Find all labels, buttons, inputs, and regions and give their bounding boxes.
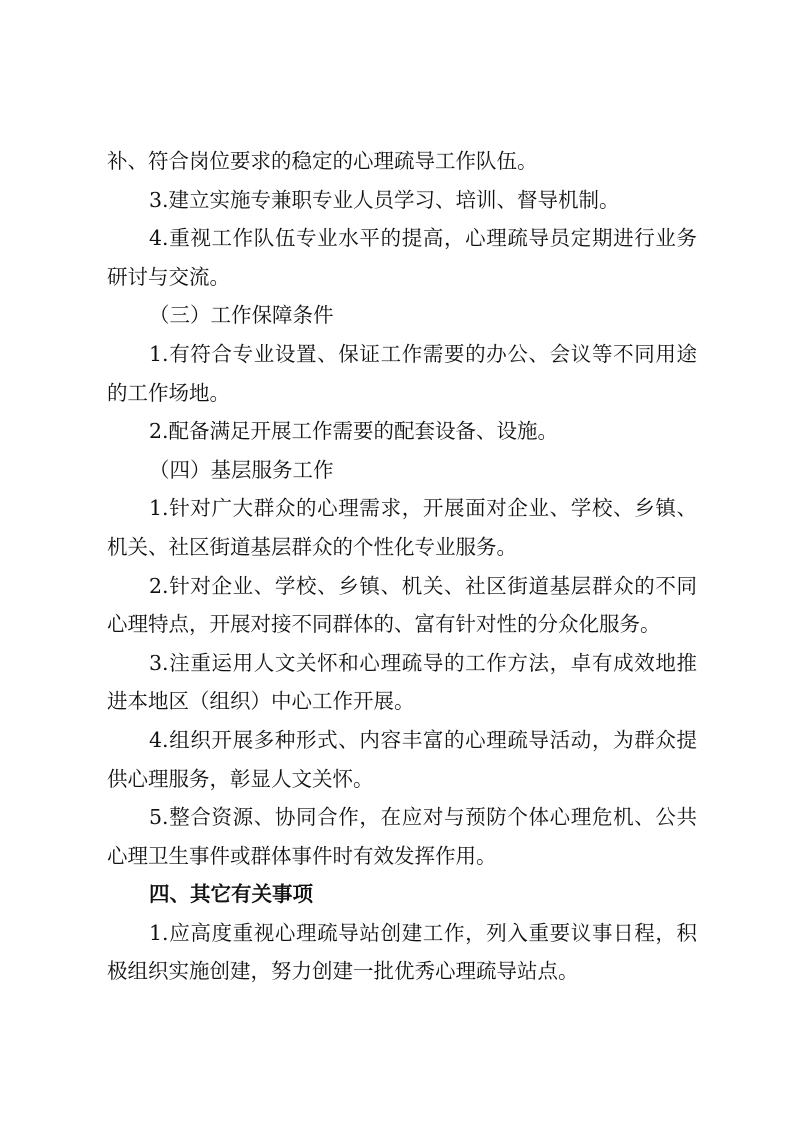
text-line: 3.注重运用人文关怀和心理疏导的工作方法，卓有成效地推 — [149, 650, 697, 675]
text-line: 机关、社区街道基层群众的个性化专业服务。 — [107, 534, 517, 559]
text-line: 补、符合岗位要求的稳定的心理疏导工作队伍。 — [107, 149, 538, 173]
text-line: 2.针对企业、学校、乡镇、机关、社区街道基层群众的不同 — [149, 573, 697, 598]
text-line: 进本地区（组织）中心工作开展。 — [107, 689, 415, 714]
text-line: 3.建立实施专兼职专业人员学习、培训、督导机制。 — [149, 187, 620, 212]
text-line: 1.有符合专业设置、保证工作需要的办公、会议等不同用途 — [149, 341, 697, 366]
text-line: 研讨与交流。 — [107, 264, 230, 289]
text-line: 的工作场地。 — [107, 380, 230, 405]
text-line: 4.组织开展多种形式、内容丰富的心理疏导活动，为群众提 — [149, 727, 697, 752]
text-line: 1.针对广大群众的心理需求，开展面对企业、学校、乡镇、 — [149, 496, 697, 521]
text-line: 极组织实施创建，努力创建一批优秀心理疏导站点。 — [107, 959, 579, 984]
text-line: 心理特点，开展对接不同群体的、富有针对性的分众化服务。 — [107, 612, 661, 637]
text-line: 5.整合资源、协同合作，在应对与预防个体心理危机、公共 — [149, 805, 697, 830]
text-line: 4.重视工作队伍专业水平的提高，心理疏导员定期进行业务 — [149, 226, 697, 251]
text-line: 供心理服务，彰显人文关怀。 — [107, 766, 374, 791]
section-heading: （四）基层服务工作 — [149, 457, 334, 482]
document-body — [107, 142, 697, 991]
text-line: 2.配备满足开展工作需要的配套设备、设施。 — [149, 419, 559, 444]
chapter-heading: 四、其它有关事项 — [149, 882, 313, 907]
text-line: 心理卫生事件或群体事件时有效发挥作用。 — [107, 843, 497, 868]
section-heading: （三）工作保障条件 — [149, 303, 334, 328]
text-line: 1.应高度重视心理疏导站创建工作，列入重要议事日程，积 — [149, 920, 697, 945]
